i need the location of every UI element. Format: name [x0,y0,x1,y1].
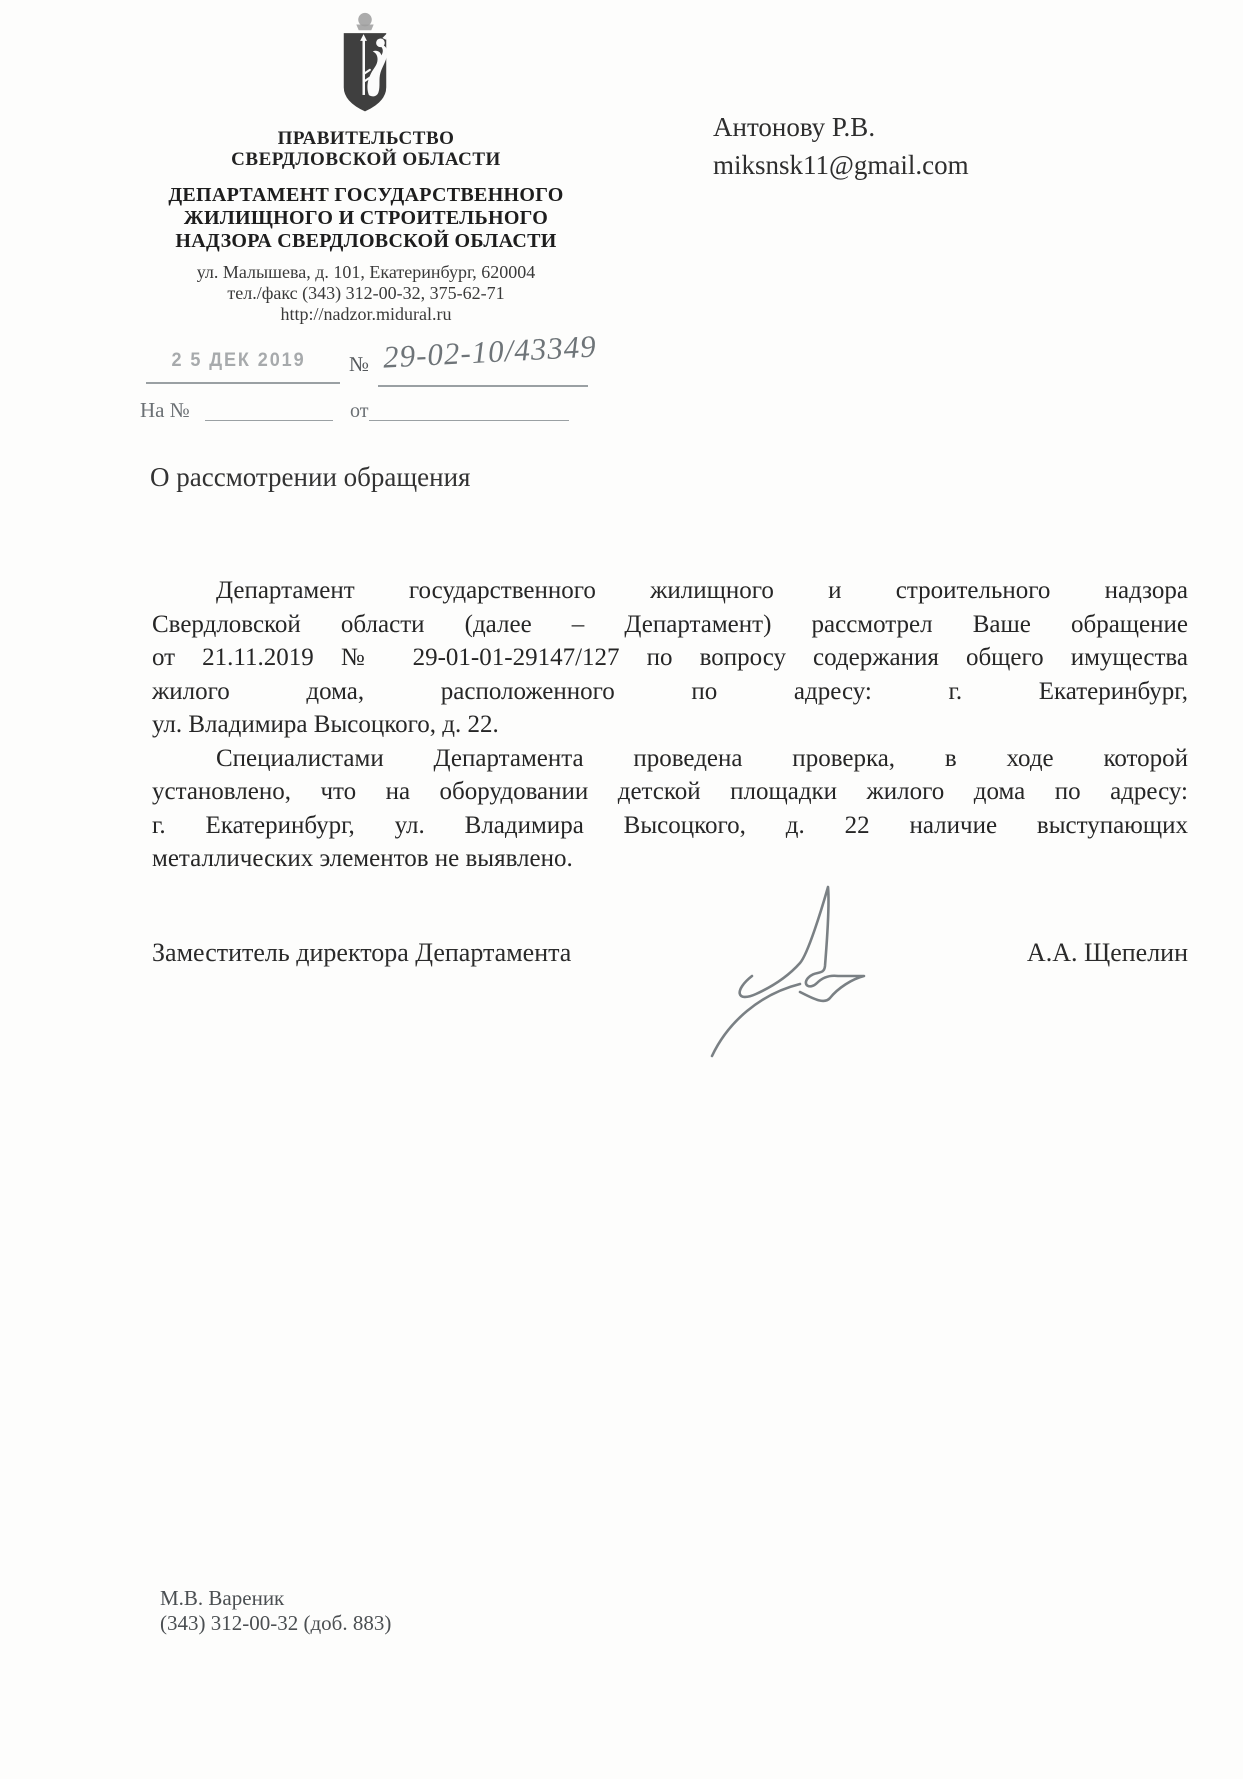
org-address: ул. Малышева, д. 101, Екатеринбург, 620004 [196,262,536,282]
government-name-line2: СВЕРДЛОВСКОЙ ОБЛАСТИ [231,149,501,170]
org-contacts [138,262,594,325]
reply-date-underline [369,420,569,421]
body-paragraph-2 [152,742,1188,876]
executor-block [160,1586,391,1636]
government-name [138,128,594,170]
date-stamp: 2 5 ДЕК 2019 [171,350,306,371]
executor-phone: (343) 312-00-32 (доб. 883) [160,1611,392,1635]
body-line: Департамент государственного жилищного и строительного надзора [216,577,1188,604]
reply-date-label: от [350,400,369,422]
body-paragraph-1 [152,574,1188,742]
recipient-email: miksnsk11@gmail.com [713,150,969,180]
signoff-name: А.А. Щепелин [1026,938,1188,967]
outgoing-number-sign: № [349,352,370,376]
body-line: Свердловской области (далее – Департамент) рассмотрел Ваше обращение [152,610,1188,638]
department-name [138,184,594,253]
executor-name: М.В. Вареник [160,1586,285,1610]
signoff-row [152,938,1188,968]
recipient-block [713,108,969,184]
body-line: Специалистами Департамента проведена проверка, в ходе которой [216,744,1188,772]
signoff-title: Заместитель директора Департамента [152,938,572,967]
body-line: жилого дома, расположенного по адресу: г. Екатеринбург, [152,677,1188,705]
letter-body [152,574,1188,876]
body-line: от 21.11.2019 № 29-01-01-29147/127 по вопросу содержания общего имущества [152,644,1188,671]
department-name-line2: ЖИЛИЩНОГО И СТРОИТЕЛЬНОГО [183,207,549,229]
outgoing-number-underline [378,385,588,387]
signature-scribble [698,880,876,1060]
body-line: металлических элементов не выявлено. [152,845,573,872]
subject-line: О рассмотрении обращения [150,462,471,492]
body-line: г. Екатеринбург, ул. Владимира Высоцкого, д. 22 наличие выступающих [152,811,1188,839]
org-website: http://nadzor.midural.ru [280,304,452,324]
government-name-line1: ПРАВИТЕЛЬСТВО [277,128,455,149]
coat-of-arms-icon [334,10,396,122]
body-line: установлено, что на оборудовании детской площадки жилого дома по адресу: [152,778,1188,805]
department-name-line3: НАДЗОРА СВЕРДЛОВСКОЙ ОБЛАСТИ [175,230,557,252]
reply-number-label: На № [140,398,190,422]
date-underline [146,382,340,384]
recipient-name: Антонову Р.В. [713,112,876,142]
body-line: ул. Владимира Высоцкого, д. 22. [152,711,499,738]
department-name-line1: ДЕПАРТАМЕНТ ГОСУДАРСТВЕННОГО [168,184,564,206]
outgoing-number-handwritten: 29-02-10/43349 [382,328,598,375]
reply-number-underline [205,420,333,421]
org-phone: тел./факс (343) 312-00-32, 375-62-71 [227,283,505,303]
